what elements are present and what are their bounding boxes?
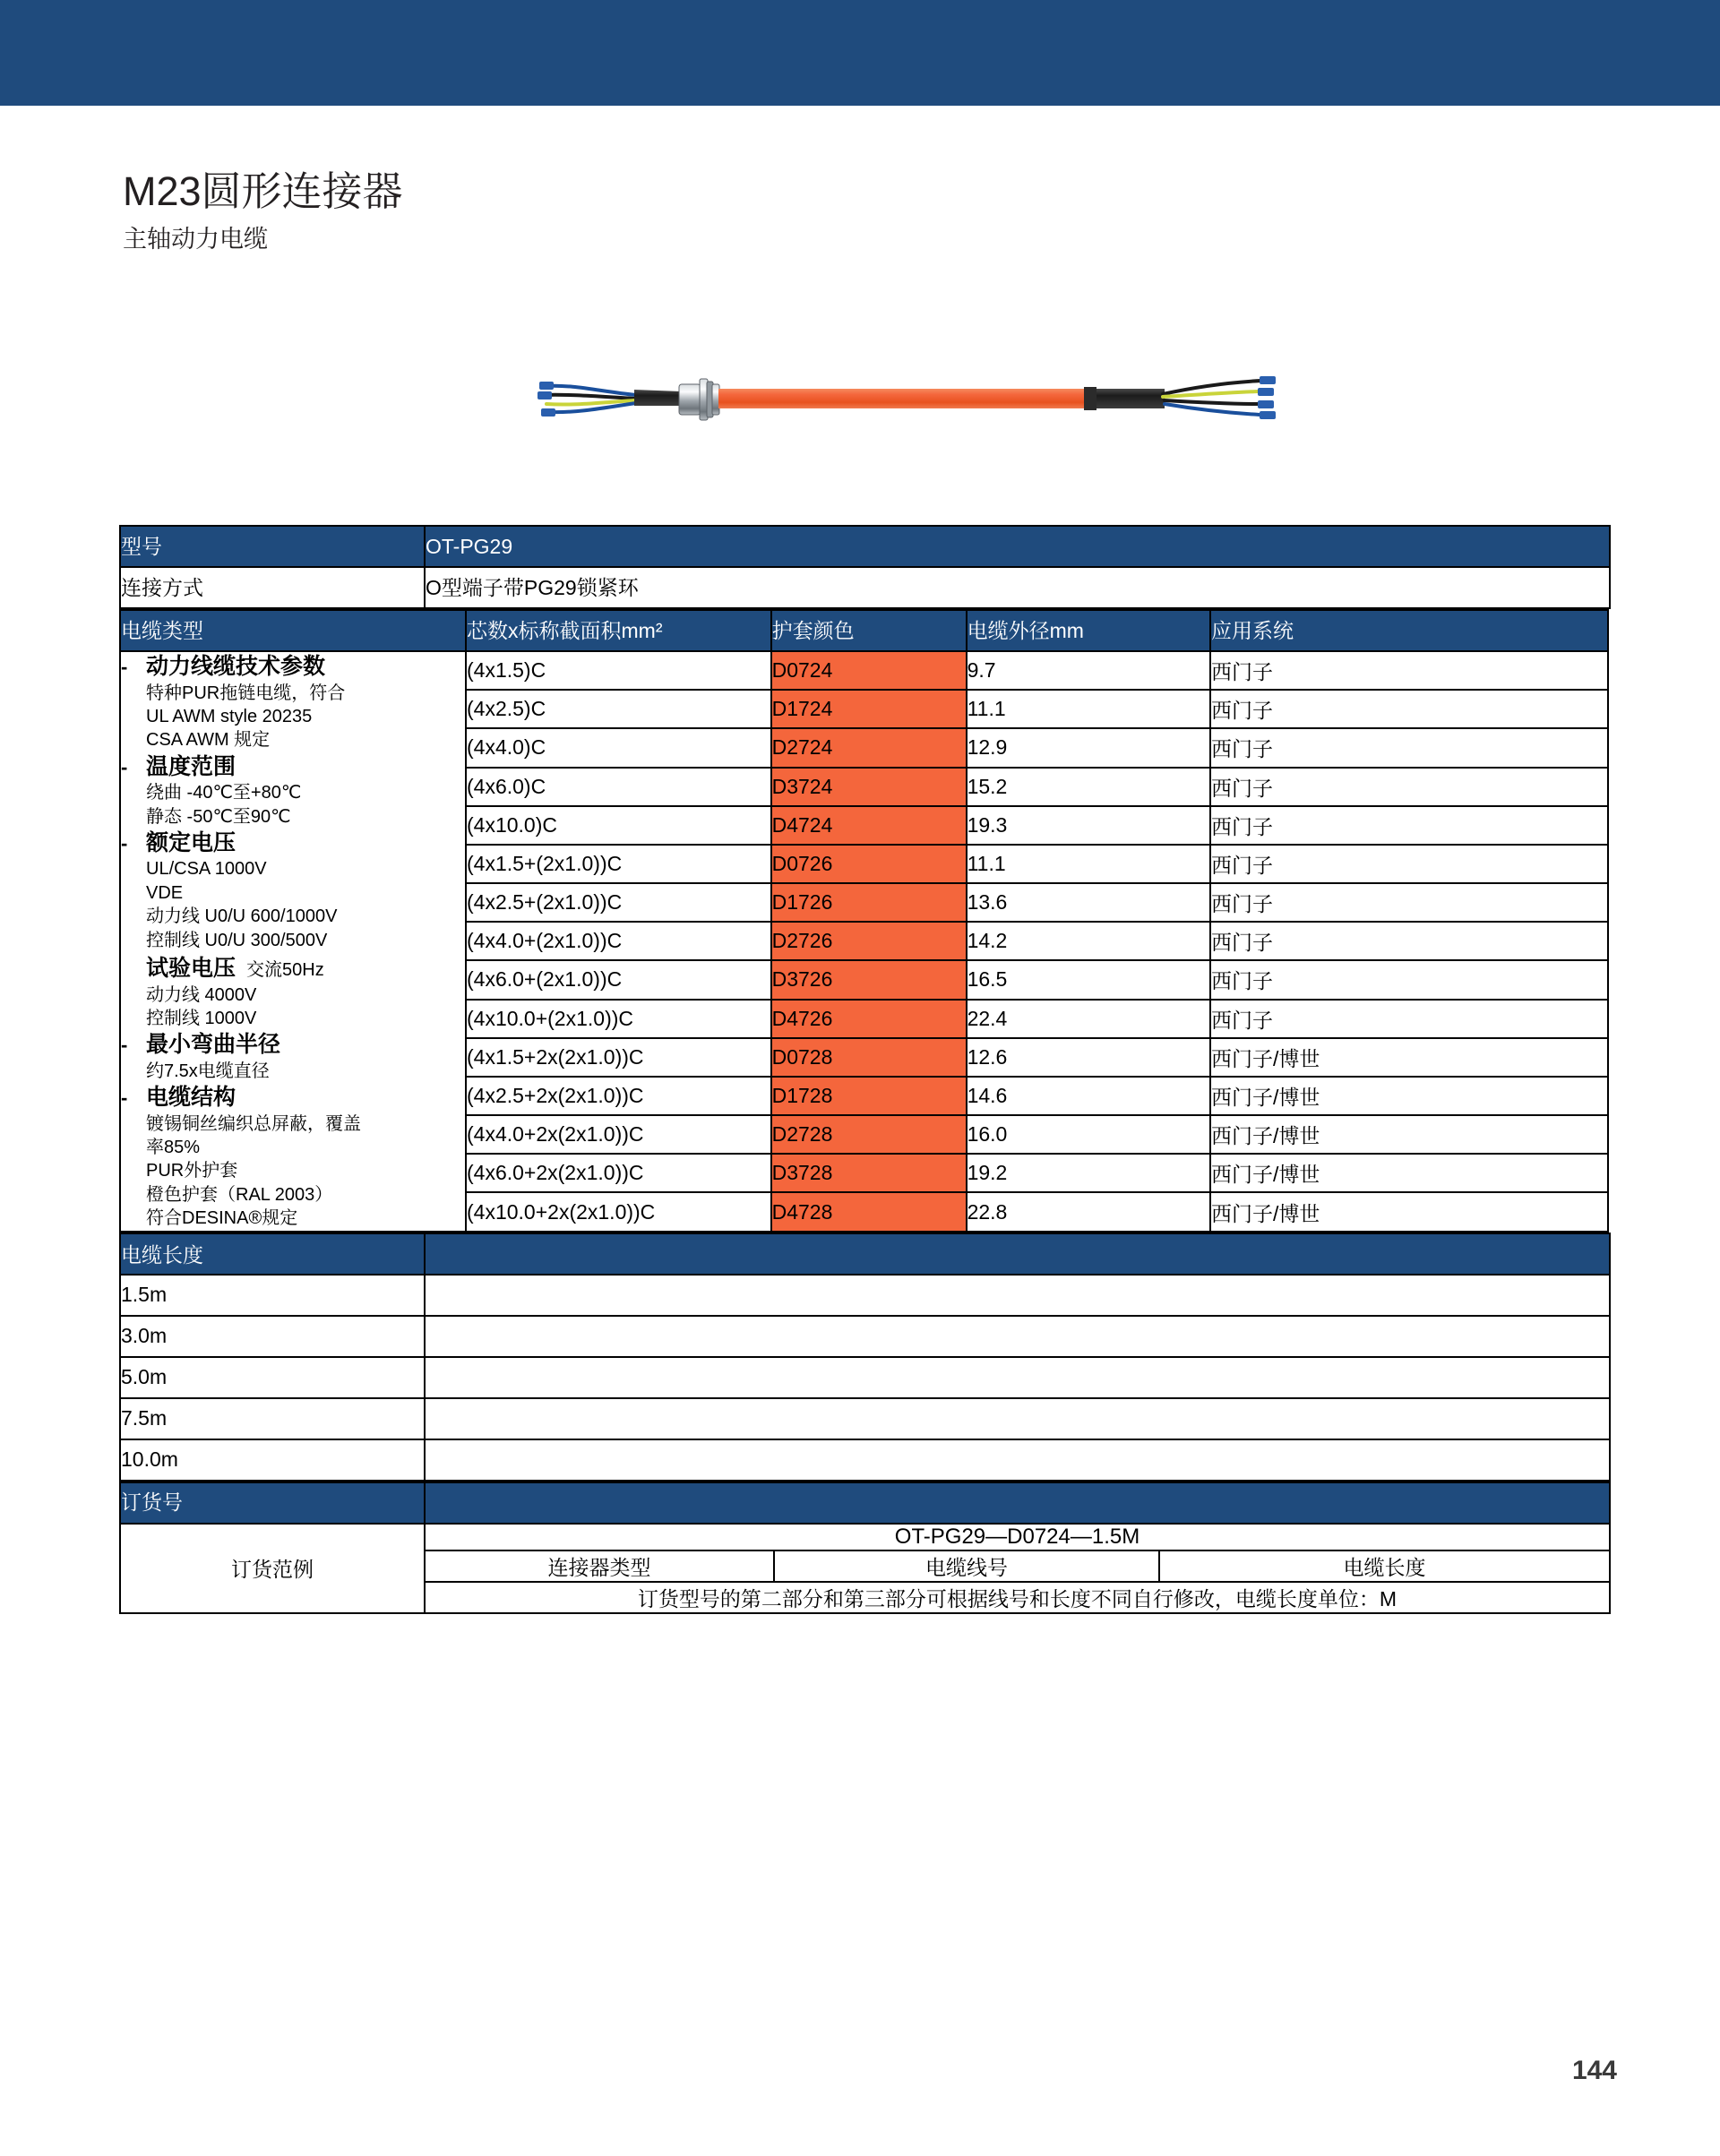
cell-cores: (4x4.0+(2x1.0))C xyxy=(466,922,771,960)
cell-outer-diameter: 16.0 xyxy=(967,1115,1210,1154)
cable-length-option[interactable]: 10.0m xyxy=(120,1439,425,1481)
cell-application-system: 西门子 xyxy=(1210,1000,1608,1038)
header-outer-diameter: 电缆外径mm xyxy=(967,610,1210,651)
cable-length-value-cell xyxy=(425,1439,1610,1481)
spec-heading: 温度范围 xyxy=(146,753,236,779)
spec-bullet-dash-icon: - xyxy=(121,656,128,678)
cell-application-system: 西门子 xyxy=(1210,883,1608,922)
ordering-header-label: 订货号 xyxy=(120,1482,425,1524)
model-table xyxy=(119,525,1611,609)
cell-cores: (4x1.5+(2x1.0))C xyxy=(466,845,771,883)
specification-sheet xyxy=(119,525,1609,1614)
cell-application-system: 西门子 xyxy=(1210,651,1608,690)
spec-line: 镀锡铜丝编织总屏蔽，覆盖 xyxy=(146,1113,361,1134)
spec-item xyxy=(121,652,465,752)
product-photo xyxy=(538,345,1326,452)
spec-line: 控制线 U0/U 300/500V xyxy=(146,930,328,950)
spec-bullet-dash-icon: - xyxy=(121,755,128,778)
cable-length-option[interactable]: 5.0m xyxy=(120,1357,425,1398)
cell-outer-diameter: 11.1 xyxy=(967,845,1210,883)
cable-length-value-cell xyxy=(425,1398,1610,1439)
cell-color-code: D3724 xyxy=(771,768,967,806)
spec-item xyxy=(121,1083,465,1230)
cell-application-system: 西门子/博世 xyxy=(1210,1154,1608,1192)
ordering-code-row xyxy=(120,1524,1610,1550)
header-cable-type: 电缆类型 xyxy=(120,610,466,651)
spec-line: UL AWM style 20235 xyxy=(146,706,313,726)
spec-body-row xyxy=(120,651,1608,690)
spec-item xyxy=(121,752,465,829)
cell-cores: (4x6.0)C xyxy=(466,768,771,806)
cell-outer-diameter: 14.2 xyxy=(967,922,1210,960)
spec-line: 特种PUR拖链电缆，符合 xyxy=(146,683,346,703)
cell-application-system: 西门子 xyxy=(1210,845,1608,883)
connection-label: 连接方式 xyxy=(120,567,425,608)
cable-length-table xyxy=(119,1233,1611,1482)
spec-line: PUR外护套 xyxy=(146,1161,238,1181)
spec-line: 动力线 4000V xyxy=(146,984,257,1005)
cell-outer-diameter: 16.5 xyxy=(967,960,1210,999)
cell-application-system: 西门子 xyxy=(1210,768,1608,806)
ordering-example-label: 订货范例 xyxy=(120,1524,425,1613)
page-subtitle: 主轴动力电缆 xyxy=(123,226,268,253)
cell-color-code: D4724 xyxy=(771,806,967,845)
spec-sub-heading-note: 交流50Hz xyxy=(246,960,324,981)
cell-color-code: D2724 xyxy=(771,728,967,767)
cell-application-system: 西门子/博世 xyxy=(1210,1115,1608,1154)
model-row xyxy=(120,526,1610,567)
cable-length-row xyxy=(120,1398,1610,1439)
cell-application-system: 西门子/博世 xyxy=(1210,1077,1608,1115)
header-sheath-color: 护套颜色 xyxy=(771,610,967,651)
ordering-part-cable-code: 电缆线号 xyxy=(774,1550,1159,1582)
ordering-example-code: OT-PG29—D0724—1.5M xyxy=(425,1524,1610,1550)
cell-outer-diameter: 22.8 xyxy=(967,1192,1210,1231)
cell-outer-diameter: 12.9 xyxy=(967,728,1210,767)
cell-color-code: D0726 xyxy=(771,845,967,883)
cable-length-header: 电缆长度 xyxy=(120,1233,425,1275)
spec-line: 绕曲 -40℃至+80℃ xyxy=(146,783,302,803)
cell-color-code: D2728 xyxy=(771,1115,967,1154)
header-cores-area: 芯数x标称截面积mm² xyxy=(466,610,771,651)
cell-color-code: D1728 xyxy=(771,1077,967,1115)
cell-cores: (4x2.5+2x(2x1.0))C xyxy=(466,1077,771,1115)
cell-cores: (4x10.0)C xyxy=(466,806,771,845)
cable-length-option[interactable]: 7.5m xyxy=(120,1398,425,1439)
spec-body xyxy=(146,829,465,1030)
cell-color-code: D0728 xyxy=(771,1038,967,1077)
spec-item xyxy=(121,829,465,1030)
spec-heading: 动力线缆技术参数 xyxy=(146,654,326,679)
cell-cores: (4x10.0+2x(2x1.0))C xyxy=(466,1192,771,1231)
cable-length-row xyxy=(120,1316,1610,1357)
cell-cores: (4x2.5+(2x1.0))C xyxy=(466,883,771,922)
cable-length-header-spacer xyxy=(425,1233,1610,1275)
spec-table-header-row xyxy=(120,610,1608,651)
cell-outer-diameter: 13.6 xyxy=(967,883,1210,922)
cell-cores: (4x6.0+2x(2x1.0))C xyxy=(466,1154,771,1192)
cell-color-code: D2726 xyxy=(771,922,967,960)
ordering-part-connector-type: 连接器类型 xyxy=(425,1550,774,1582)
spec-line: 橙色护套（RAL 2003） xyxy=(146,1184,333,1205)
spec-line: UL/CSA 1000V xyxy=(146,859,267,880)
cell-outer-diameter: 11.1 xyxy=(967,690,1210,728)
ordering-table xyxy=(119,1482,1611,1614)
cell-cores: (4x6.0+(2x1.0))C xyxy=(466,960,771,999)
page-top-banner xyxy=(0,0,1720,106)
model-value: OT-PG29 xyxy=(425,526,1610,567)
cell-application-system: 西门子 xyxy=(1210,960,1608,999)
ordering-note: 订货型号的第二部分和第三部分可根据线号和长度不同自行修改，电缆长度单位：M xyxy=(425,1582,1610,1613)
cell-application-system: 西门子 xyxy=(1210,806,1608,845)
connection-value: O型端子带PG29锁紧环 xyxy=(425,567,1610,608)
cable-length-row xyxy=(120,1439,1610,1481)
cell-cores: (4x10.0+(2x1.0))C xyxy=(466,1000,771,1038)
spec-body xyxy=(146,652,465,752)
cell-outer-diameter: 15.2 xyxy=(967,768,1210,806)
spec-line: 约7.5x电缆直径 xyxy=(146,1061,270,1081)
spec-line: 静态 -50℃至90℃ xyxy=(146,806,291,827)
spec-bullet-dash-icon: - xyxy=(121,831,128,855)
cell-color-code: D4726 xyxy=(771,1000,967,1038)
cable-spec-table xyxy=(119,609,1609,1233)
cable-length-value-cell xyxy=(425,1316,1610,1357)
page-title-block xyxy=(123,170,403,254)
spec-bullet-dash-icon: - xyxy=(121,1034,128,1057)
cable-length-value-cell xyxy=(425,1275,1610,1316)
spec-body xyxy=(146,1030,465,1083)
cell-cores: (4x4.0+2x(2x1.0))C xyxy=(466,1115,771,1154)
cell-application-system: 西门子/博世 xyxy=(1210,1192,1608,1231)
model-label: 型号 xyxy=(120,526,425,567)
cable-length-option[interactable]: 3.0m xyxy=(120,1316,425,1357)
cell-outer-diameter: 19.2 xyxy=(967,1154,1210,1192)
cable-length-value-cell xyxy=(425,1357,1610,1398)
cell-outer-diameter: 9.7 xyxy=(967,651,1210,690)
cable-length-row xyxy=(120,1275,1610,1316)
spec-line: 率85% xyxy=(146,1138,201,1158)
spec-line: 动力线 U0/U 600/1000V xyxy=(146,906,338,927)
ordering-header-spacer xyxy=(425,1482,1610,1524)
spec-body xyxy=(146,1083,465,1230)
cell-cores: (4x1.5)C xyxy=(466,651,771,690)
cell-color-code: D1726 xyxy=(771,883,967,922)
ordering-part-cable-length: 电缆长度 xyxy=(1159,1550,1610,1582)
spec-heading: 额定电压 xyxy=(146,829,236,855)
spec-sub-heading-label: 试验电压 xyxy=(146,956,236,982)
spec-bullet-dash-icon: - xyxy=(121,1087,128,1110)
spec-item xyxy=(121,1030,465,1083)
cell-cores: (4x4.0)C xyxy=(466,728,771,767)
spec-line: 符合DESINA®规定 xyxy=(146,1208,298,1229)
header-application: 应用系统 xyxy=(1210,610,1608,651)
cell-outer-diameter: 12.6 xyxy=(967,1038,1210,1077)
cell-application-system: 西门子 xyxy=(1210,922,1608,960)
ordering-header-row xyxy=(120,1482,1610,1524)
cable-length-header-row xyxy=(120,1233,1610,1275)
cell-application-system: 西门子 xyxy=(1210,690,1608,728)
spec-heading: 电缆结构 xyxy=(146,1085,236,1111)
cell-cores: (4x1.5+2x(2x1.0))C xyxy=(466,1038,771,1077)
cell-application-system: 西门子/博世 xyxy=(1210,1038,1608,1077)
page-number: 144 xyxy=(1571,2056,1617,2085)
cell-color-code: D1724 xyxy=(771,690,967,728)
technical-spec-panel xyxy=(120,651,466,1232)
spec-line: 控制线 1000V xyxy=(146,1008,257,1028)
cell-application-system: 西门子 xyxy=(1210,728,1608,767)
spec-body xyxy=(146,752,465,829)
cell-outer-diameter: 22.4 xyxy=(967,1000,1210,1038)
page-title: M23圆形连接器 xyxy=(123,168,403,214)
spec-line: VDE xyxy=(146,882,184,903)
cell-color-code: D4728 xyxy=(771,1192,967,1231)
connection-row xyxy=(120,567,1610,608)
cell-color-code: D3728 xyxy=(771,1154,967,1192)
cable-length-option[interactable]: 1.5m xyxy=(120,1275,425,1316)
cell-color-code: D3726 xyxy=(771,960,967,999)
cell-outer-diameter: 19.3 xyxy=(967,806,1210,845)
cell-cores: (4x2.5)C xyxy=(466,690,771,728)
spec-sub-heading xyxy=(146,954,465,984)
cable-length-row xyxy=(120,1357,1610,1398)
cell-color-code: D0724 xyxy=(771,651,967,690)
cell-outer-diameter: 14.6 xyxy=(967,1077,1210,1115)
spec-line: CSA AWM 规定 xyxy=(146,730,271,751)
spec-heading: 最小弯曲半径 xyxy=(146,1032,281,1058)
